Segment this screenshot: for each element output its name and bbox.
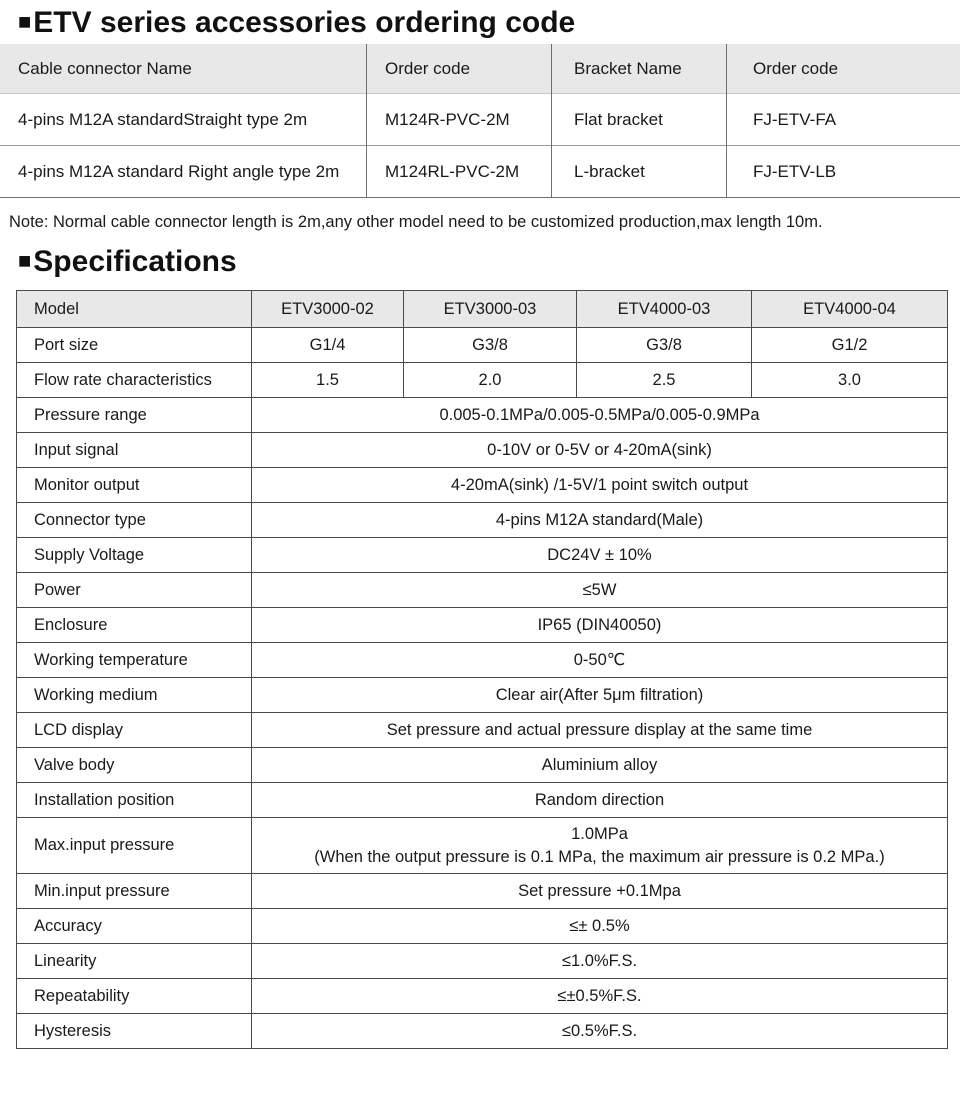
spec-label: Valve body [17, 748, 252, 783]
spec-row-lcd-display [17, 713, 948, 748]
spec-value: Set pressure and actual pressure display at the same time [386, 720, 813, 739]
column-divider [366, 44, 367, 198]
spec-row-min-input-pressure [17, 874, 948, 909]
spec-label: Working temperature [17, 643, 252, 678]
spec-value: G3/8 [577, 328, 752, 363]
spec-value: ≤5W [582, 580, 617, 599]
spec-value: Aluminium alloy [541, 755, 658, 774]
spec-value: ≤± 0.5% [569, 916, 630, 935]
spec-value-cell [252, 503, 948, 538]
spec-value-cell [252, 678, 948, 713]
spec-value: Set pressure +0.1Mpa [518, 881, 681, 900]
spec-row-port-size [17, 328, 948, 363]
spec-value-cell [252, 468, 948, 503]
column-divider [551, 44, 552, 198]
spec-label: Input signal [17, 433, 252, 468]
spec-value-cell [252, 944, 948, 979]
spec-value: 2.0 [404, 363, 577, 398]
spec-row-flow-rate-characteristics [17, 363, 948, 398]
spec-value: 1.0MPa [571, 824, 628, 843]
spec-row-working-temperature [17, 643, 948, 678]
spec-value: ≤±0.5%F.S. [557, 986, 642, 1005]
spec-value: 4-pins M12A standard(Male) [495, 510, 704, 529]
cable-connector-name: 4-pins M12A standardStraight type 2m [18, 109, 308, 129]
ordering-code-table [0, 44, 960, 198]
spec-value-cell [252, 874, 948, 909]
spec-value-cell [252, 909, 948, 944]
spec-label: Connector type [17, 503, 252, 538]
specifications-table [16, 290, 948, 1049]
spec-label: Working medium [17, 678, 252, 713]
spec-label-model: Model [17, 291, 252, 328]
cable-order-code: M124RL-PVC-2M [385, 161, 520, 181]
model-header-row [17, 291, 948, 328]
spec-value: 4-20mA(sink) /1-5V/1 point switch output [450, 475, 749, 494]
spec-row-linearity [17, 944, 948, 979]
header-order-code: Order code [753, 58, 839, 78]
spec-value-cell [252, 608, 948, 643]
spec-label: Installation position [17, 783, 252, 818]
spec-value: G3/8 [404, 328, 577, 363]
spec-row-connector-type [17, 503, 948, 538]
spec-value: 1.5 [252, 363, 404, 398]
spec-value-cell [252, 748, 948, 783]
ordering-title-text: ETV series accessories ordering code [33, 6, 576, 39]
spec-value: G1/4 [252, 328, 404, 363]
spec-label: Min.input pressure [17, 874, 252, 909]
spec-row-accuracy [17, 909, 948, 944]
spec-row-repeatability [17, 979, 948, 1014]
spec-value: DC24V ± 10% [547, 545, 652, 564]
spec-label: Repeatability [17, 979, 252, 1014]
ordering-header-row [0, 44, 960, 94]
spec-value: G1/2 [752, 328, 948, 363]
spec-row-input-signal [17, 433, 948, 468]
ordering-title [18, 6, 575, 40]
spec-value: ≤0.5%F.S. [561, 1021, 638, 1040]
square-bullet-icon: ■ [18, 9, 32, 34]
spec-value-cell [252, 573, 948, 608]
spec-label: Flow rate characteristics [17, 363, 252, 398]
spec-label: Hysteresis [17, 1014, 252, 1049]
spec-label: Enclosure [17, 608, 252, 643]
spec-label: Linearity [17, 944, 252, 979]
spec-value: Random direction [534, 790, 665, 809]
spec-value: IP65 (DIN40050) [537, 615, 662, 634]
spec-value: 0-50℃ [573, 651, 626, 669]
spec-row-enclosure [17, 608, 948, 643]
spec-value: 3.0 [752, 363, 948, 398]
spec-value: Clear air(After 5μm filtration) [495, 685, 704, 704]
spec-row-power [17, 573, 948, 608]
bracket-order-code: FJ-ETV-FA [753, 109, 837, 129]
header-cable-connector-name: Cable connector Name [18, 58, 192, 78]
cable-connector-name: 4-pins M12A standard Right angle type 2m [18, 161, 340, 181]
bracket-name: L-bracket [574, 161, 645, 181]
spec-label: Pressure range [17, 398, 252, 433]
spec-label: LCD display [17, 713, 252, 748]
cable-order-code: M124R-PVC-2M [385, 109, 510, 129]
spec-value-cell [252, 643, 948, 678]
spec-value-cell [252, 398, 948, 433]
spec-label: Monitor output [17, 468, 252, 503]
spec-label: Port size [17, 328, 252, 363]
spec-label: Max.input pressure [17, 818, 252, 874]
specifications-title [18, 245, 237, 279]
ordering-row [0, 94, 960, 146]
spec-row-max-input-pressure [17, 818, 948, 874]
spec-value-note: (When the output pressure is 0.1 MPa, the maximum air pressure is 0.2 MPa.) [314, 847, 885, 866]
square-bullet-icon: ■ [18, 248, 32, 273]
spec-row-supply-voltage [17, 538, 948, 573]
header-bracket-name: Bracket Name [574, 58, 682, 78]
ordering-note: Note: Normal cable connector length is 2m,any other model need to be customized production,max length 10m. [9, 213, 823, 231]
model-name: ETV3000-03 [404, 291, 577, 328]
spec-label: Accuracy [17, 909, 252, 944]
spec-value: 2.5 [577, 363, 752, 398]
bracket-name: Flat bracket [574, 109, 663, 129]
specifications-title-text: Specifications [33, 245, 237, 278]
column-divider [726, 44, 727, 198]
bracket-order-code: FJ-ETV-LB [753, 161, 837, 181]
spec-value-cell [252, 538, 948, 573]
model-name: ETV3000-02 [252, 291, 404, 328]
spec-value: ≤1.0%F.S. [561, 951, 638, 970]
spec-label: Power [17, 573, 252, 608]
spec-row-pressure-range [17, 398, 948, 433]
spec-value-cell [252, 713, 948, 748]
model-name: ETV4000-04 [752, 291, 948, 328]
spec-value-cell [252, 1014, 948, 1049]
model-name: ETV4000-03 [577, 291, 752, 328]
ordering-row [0, 146, 960, 198]
spec-row-monitor-output [17, 468, 948, 503]
spec-row-hysteresis [17, 1014, 948, 1049]
header-order-code: Order code [385, 58, 471, 78]
spec-value-cell [252, 979, 948, 1014]
spec-value: 0-10V or 0-5V or 4-20mA(sink) [487, 440, 712, 459]
spec-value-cell [252, 818, 948, 874]
spec-row-valve-body [17, 748, 948, 783]
spec-value-cell [252, 433, 948, 468]
spec-row-installation-position [17, 783, 948, 818]
spec-label: Supply Voltage [17, 538, 252, 573]
spec-value: 0.005-0.1MPa/0.005-0.5MPa/0.005-0.9MPa [439, 405, 760, 424]
spec-row-working-medium [17, 678, 948, 713]
spec-value-cell [252, 783, 948, 818]
